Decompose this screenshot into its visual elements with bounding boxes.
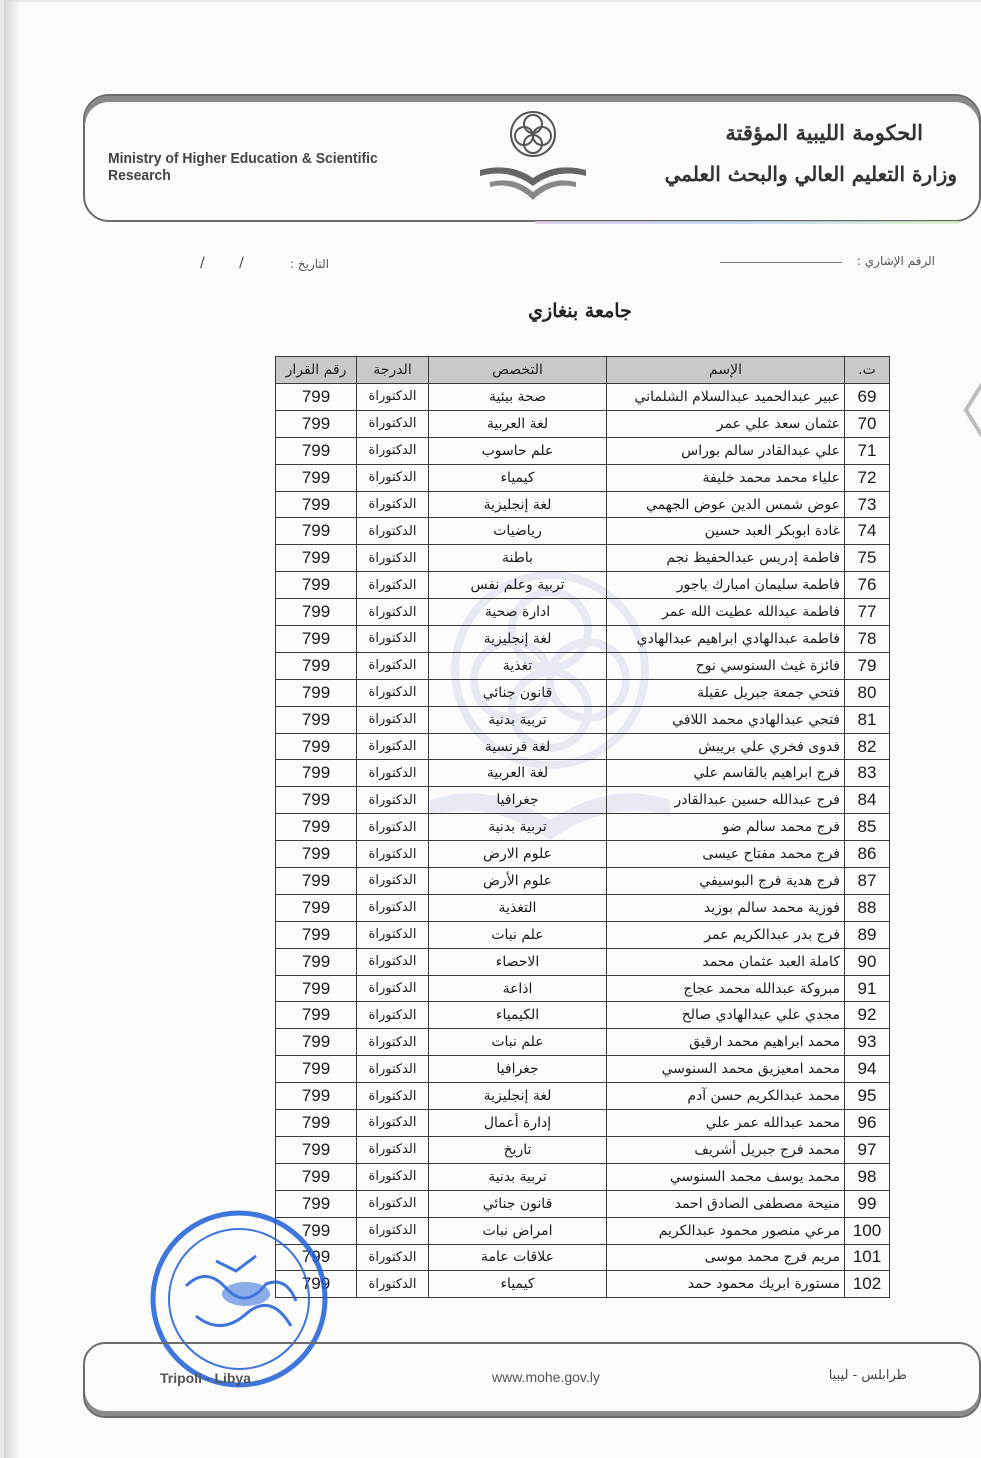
cell-specialty: لغة فرنسية [429, 733, 607, 760]
cell-specialty: تربية وعلم نفس [429, 572, 607, 599]
ministry-logo-icon [470, 108, 596, 208]
cell-specialty: تربية بدنية [429, 706, 607, 733]
cell-decision: 799 [276, 1083, 357, 1110]
cell-decision: 799 [276, 733, 357, 760]
cell-specialty: لغة إنجليزية [429, 1083, 607, 1110]
cell-specialty: تربية بدنية [429, 1163, 607, 1190]
cell-name: فرج هدية فرج البوسيفي [607, 868, 845, 895]
cell-number: 82 [845, 733, 890, 760]
cell-decision: 799 [276, 572, 357, 599]
cell-name: مرعي منصور محمود عبدالكريم [607, 1217, 845, 1244]
cell-specialty: علم نبات [429, 921, 607, 948]
cell-degree: الدكتوراة [357, 1002, 429, 1029]
cell-number: 91 [845, 975, 890, 1002]
cell-decision: 799 [276, 921, 357, 948]
cell-specialty: كيمياء [429, 1271, 607, 1298]
cell-name: عوض شمس الدين عوض الجهمي [607, 491, 845, 518]
table-row [276, 760, 890, 787]
table-row [276, 1244, 890, 1271]
cell-number: 81 [845, 706, 890, 733]
cell-name: فاطمة سليمان امبارك باجور [607, 572, 845, 599]
cell-number: 69 [845, 384, 890, 411]
cell-number: 94 [845, 1056, 890, 1083]
table-row [276, 518, 890, 545]
table-row [276, 921, 890, 948]
cell-name: فرج بدر عبدالكريم عمر [607, 921, 845, 948]
cell-number: 96 [845, 1110, 890, 1137]
table-row [276, 787, 890, 814]
cell-number: 73 [845, 491, 890, 518]
cell-decision: 799 [276, 410, 357, 437]
table-row [276, 1271, 890, 1298]
table-row [276, 868, 890, 895]
cell-degree: الدكتوراة [357, 410, 429, 437]
cell-name: مستورة ابريك محمود حمد [607, 1271, 845, 1298]
cell-number: 100 [845, 1217, 890, 1244]
cell-decision: 799 [276, 1163, 357, 1190]
cell-number: 90 [845, 948, 890, 975]
cell-name: مريم فرج محمد موسى [607, 1244, 845, 1271]
table-row [276, 437, 890, 464]
cell-number: 85 [845, 814, 890, 841]
cell-specialty: جغرافيا [429, 1056, 607, 1083]
cell-degree: الدكتوراة [357, 464, 429, 491]
table-row [276, 1110, 890, 1137]
column-header-number: ت. [845, 357, 890, 384]
cell-degree: الدكتوراة [357, 572, 429, 599]
cell-name: عثمان سعد علي عمر [607, 410, 845, 437]
cell-specialty: الاحصاء [429, 948, 607, 975]
cell-decision: 799 [276, 1029, 357, 1056]
cell-specialty: لغة العربية [429, 410, 607, 437]
cell-degree: الدكتوراة [357, 1136, 429, 1163]
cell-specialty: تغذية [429, 652, 607, 679]
cell-decision: 799 [276, 1271, 357, 1298]
cell-decision: 799 [276, 652, 357, 679]
table-row [276, 599, 890, 626]
footer-city-arabic: طرابلس - ليبيا [828, 1368, 907, 1383]
footer-city-english: Tripoli - Libya [160, 1370, 252, 1386]
page-edge-shadow [4, 0, 20, 1458]
cell-specialty: علاقات عامة [429, 1244, 607, 1271]
cell-number: 78 [845, 626, 890, 653]
cell-degree: الدكتوراة [357, 733, 429, 760]
cell-number: 97 [845, 1136, 890, 1163]
cell-specialty: علم نبات [429, 1029, 607, 1056]
cell-degree: الدكتوراة [357, 814, 429, 841]
cell-specialty: تربية بدنية [429, 814, 607, 841]
cell-decision: 799 [276, 437, 357, 464]
cell-degree: الدكتوراة [357, 599, 429, 626]
cell-number: 76 [845, 572, 890, 599]
cell-number: 88 [845, 894, 890, 921]
cell-specialty: لغة إنجليزية [429, 626, 607, 653]
cell-name: منيحة مصطفى الصادق احمد [607, 1190, 845, 1217]
cell-decision: 799 [276, 1244, 357, 1271]
table-row [276, 841, 890, 868]
table-row [276, 1083, 890, 1110]
government-title: الحكومة الليبية المؤقتة [725, 120, 923, 145]
cell-specialty: امراض نبات [429, 1217, 607, 1244]
cell-name: مجدي علي عبدالهادي صالح [607, 1002, 845, 1029]
cell-degree: الدكتوراة [357, 1163, 429, 1190]
cell-decision: 799 [276, 814, 357, 841]
cell-number: 84 [845, 787, 890, 814]
table-row [276, 1217, 890, 1244]
cell-specialty: علوم الارض [429, 841, 607, 868]
table-row [276, 894, 890, 921]
cell-decision: 799 [276, 787, 357, 814]
cell-number: 71 [845, 437, 890, 464]
cell-specialty: قانون جنائي [429, 1190, 607, 1217]
cell-specialty: علم حاسوب [429, 437, 607, 464]
footer-website: www.mohe.gov.ly [492, 1369, 600, 1385]
cell-degree: الدكتوراة [357, 1083, 429, 1110]
cell-decision: 799 [276, 760, 357, 787]
cell-number: 72 [845, 464, 890, 491]
cell-name: فاطمة عبدالله عطيت الله عمر [607, 599, 845, 626]
cell-name: فرج عبدالله حسين عبدالقادر [607, 787, 845, 814]
cell-decision: 799 [276, 599, 357, 626]
table-row [276, 1002, 890, 1029]
cell-decision: 799 [276, 894, 357, 921]
table-row [276, 1029, 890, 1056]
graduates-table [275, 356, 889, 1298]
cell-specialty: قانون جنائي [429, 679, 607, 706]
cell-specialty: جغرافيا [429, 787, 607, 814]
table-row [276, 706, 890, 733]
cell-name: مبروكة عبدالله محمد عجاج [607, 975, 845, 1002]
table-body [276, 384, 890, 1298]
cell-name: غادة ابوبكر العبد حسين [607, 518, 845, 545]
cell-specialty: كيمياء [429, 464, 607, 491]
cell-decision: 799 [276, 1190, 357, 1217]
cell-name: فرج محمد سالم ضو [607, 814, 845, 841]
cell-name: كاملة العبد عثمان محمد [607, 948, 845, 975]
cell-name: فتحي عبدالهادي محمد اللافي [607, 706, 845, 733]
cell-degree: الدكتوراة [357, 679, 429, 706]
cell-number: 80 [845, 679, 890, 706]
cell-name: محمد يوسف محمد السنوسي [607, 1163, 845, 1190]
cell-name: فاطمة إدريس عبدالحفيظ نجم [607, 545, 845, 572]
cell-name: فاطمة عبدالهادي ابراهيم عبدالهادي [607, 626, 845, 653]
cell-degree: الدكتوراة [357, 437, 429, 464]
cell-decision: 799 [276, 1002, 357, 1029]
table-row [276, 384, 890, 411]
cell-number: 98 [845, 1163, 890, 1190]
cell-degree: الدكتوراة [357, 384, 429, 411]
table-row [276, 572, 890, 599]
cell-degree: الدكتوراة [357, 1190, 429, 1217]
cell-name: فرج محمد مفتاح عيسى [607, 841, 845, 868]
cell-number: 95 [845, 1083, 890, 1110]
table-row [276, 975, 890, 1002]
cell-name: محمد فرج جبريل أشريف [607, 1136, 845, 1163]
column-header-name: الإسم [607, 357, 845, 384]
cell-decision: 799 [276, 491, 357, 518]
cell-decision: 799 [276, 1217, 357, 1244]
cell-number: 86 [845, 841, 890, 868]
table-row [276, 733, 890, 760]
cell-specialty: علوم الأرض [429, 868, 607, 895]
cell-degree: الدكتوراة [357, 491, 429, 518]
table-row [276, 814, 890, 841]
date-label: التاريخ : [290, 257, 330, 271]
table-row [276, 410, 890, 437]
cell-name: فوزية محمد سالم بوزيد [607, 894, 845, 921]
cell-decision: 799 [276, 626, 357, 653]
cell-number: 102 [845, 1271, 890, 1298]
cell-name: فدوى فخري علي بريبش [607, 733, 845, 760]
table-row [276, 1136, 890, 1163]
cell-degree: الدكتوراة [357, 1271, 429, 1298]
cell-degree: الدكتوراة [357, 894, 429, 921]
cell-number: 92 [845, 1002, 890, 1029]
cell-number: 74 [845, 518, 890, 545]
table-header-row [276, 357, 890, 384]
cell-specialty: ادارة صحية [429, 599, 607, 626]
table-row [276, 652, 890, 679]
cell-name: فائزة غيث السنوسي نوح [607, 652, 845, 679]
cell-degree: الدكتوراة [357, 1056, 429, 1083]
cell-number: 83 [845, 760, 890, 787]
column-header-decision: رقم القرار [276, 357, 357, 384]
reference-number-line [720, 262, 842, 263]
cell-degree: الدكتوراة [357, 921, 429, 948]
cell-number: 99 [845, 1190, 890, 1217]
cell-degree: الدكتوراة [357, 545, 429, 572]
cell-decision: 799 [276, 975, 357, 1002]
cell-specialty: رياضيات [429, 518, 607, 545]
cell-degree: الدكتوراة [357, 975, 429, 1002]
cell-decision: 799 [276, 1056, 357, 1083]
cell-name: عبير عبدالحميد عبدالسلام الشلماني [607, 384, 845, 411]
ministry-name-arabic: وزارة التعليم العالي والبحث العلمي [664, 162, 957, 186]
cell-number: 75 [845, 545, 890, 572]
cell-decision: 799 [276, 384, 357, 411]
cell-degree: الدكتوراة [357, 787, 429, 814]
table-row [276, 545, 890, 572]
cell-name: محمد عبدالله عمر علي [607, 1110, 845, 1137]
cell-degree: الدكتوراة [357, 652, 429, 679]
column-header-degree: الدرجة [357, 357, 429, 384]
cell-name: علياء محمد محمد خليفة [607, 464, 845, 491]
cell-number: 77 [845, 599, 890, 626]
cell-decision: 799 [276, 841, 357, 868]
table-row [276, 679, 890, 706]
cell-decision: 799 [276, 679, 357, 706]
cell-specialty: باطنة [429, 545, 607, 572]
table-row [276, 626, 890, 653]
cell-decision: 799 [276, 706, 357, 733]
cell-degree: الدكتوراة [357, 1217, 429, 1244]
cell-decision: 799 [276, 868, 357, 895]
cell-number: 79 [845, 652, 890, 679]
cell-degree: الدكتوراة [357, 1110, 429, 1137]
column-header-specialty: التخصص [429, 357, 607, 384]
cell-specialty: تاريخ [429, 1136, 607, 1163]
table-row [276, 1163, 890, 1190]
cell-name: محمد ابراهيم محمد ارقيق [607, 1029, 845, 1056]
cell-specialty: اذاعة [429, 975, 607, 1002]
cell-decision: 799 [276, 464, 357, 491]
reference-number-label: الرقم الإشاري : [856, 254, 935, 268]
cell-specialty: صحة بيئية [429, 384, 607, 411]
table-row [276, 491, 890, 518]
cell-name: علي عبدالقادر سالم بوراس [607, 437, 845, 464]
cell-decision: 799 [276, 1136, 357, 1163]
cell-degree: الدكتوراة [357, 1244, 429, 1271]
page-edge-chevron-icon [962, 380, 981, 440]
cell-decision: 799 [276, 948, 357, 975]
cell-decision: 799 [276, 518, 357, 545]
date-blank: / / [200, 255, 244, 271]
cell-name: محمد امعيزيق محمد السنوسي [607, 1056, 845, 1083]
cell-degree: الدكتوراة [357, 760, 429, 787]
ministry-name-english: Ministry of Higher Education & Scientific Research [108, 150, 378, 184]
cell-number: 101 [845, 1244, 890, 1271]
cell-degree: الدكتوراة [357, 1029, 429, 1056]
cell-degree: الدكتوراة [357, 841, 429, 868]
cell-name: فتحي جمعة جبريل عقيلة [607, 679, 845, 706]
cell-name: محمد عبدالكريم حسن آدم [607, 1083, 845, 1110]
table-row [276, 1056, 890, 1083]
table-row [276, 1190, 890, 1217]
cell-degree: الدكتوراة [357, 868, 429, 895]
cell-decision: 799 [276, 545, 357, 572]
cell-degree: الدكتوراة [357, 518, 429, 545]
university-title: جامعة بنغازي [528, 300, 632, 322]
cell-number: 70 [845, 410, 890, 437]
table-row [276, 464, 890, 491]
cell-specialty: الكيمياء [429, 1002, 607, 1029]
cell-specialty: إدارة أعمال [429, 1110, 607, 1137]
cell-specialty: لغة إنجليزية [429, 491, 607, 518]
cell-degree: الدكتوراة [357, 626, 429, 653]
cell-degree: الدكتوراة [357, 948, 429, 975]
cell-number: 87 [845, 868, 890, 895]
cell-name: فرج ابراهيم بالقاسم علي [607, 760, 845, 787]
cell-degree: الدكتوراة [357, 706, 429, 733]
table-row [276, 948, 890, 975]
cell-specialty: التغذية [429, 894, 607, 921]
cell-decision: 799 [276, 1110, 357, 1137]
cell-number: 89 [845, 921, 890, 948]
cell-specialty: لغة العربية [429, 760, 607, 787]
cell-number: 93 [845, 1029, 890, 1056]
